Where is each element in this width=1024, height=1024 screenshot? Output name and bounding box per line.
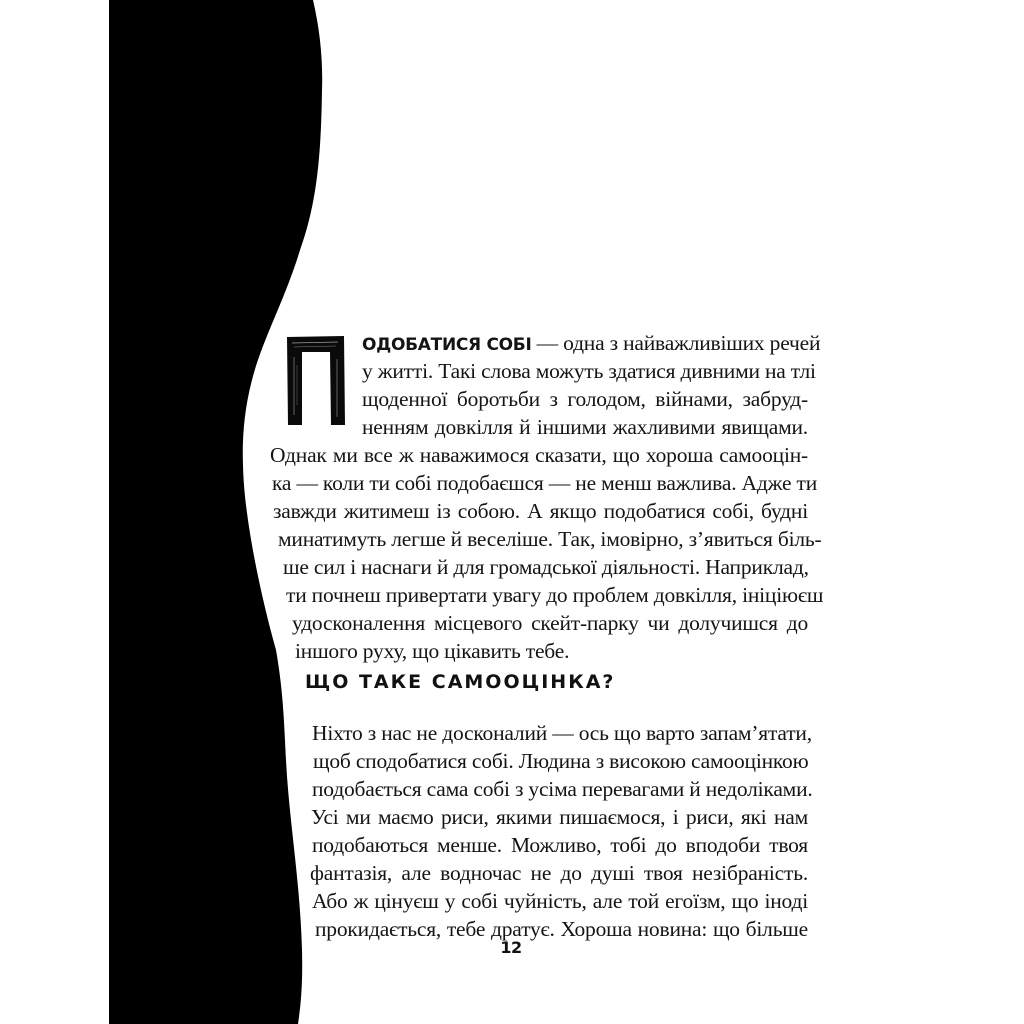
paragraph-line: подобаються менше. Можливо, тобі до вподоби твоя (312, 833, 808, 857)
page-number: 12 (500, 938, 522, 957)
paragraph-line: ненням довкілля й іншими жахливими явищами. (362, 415, 808, 439)
paragraph-line: щоденної боротьби з голодом, війнами, забруд- (362, 387, 808, 411)
paragraph-line: Однак ми все ж наважимося сказати, що хороша самооцін- (270, 443, 808, 467)
paragraph-line: минатимуть легше й веселіше. Так, імовірно, з’явиться біль- (278, 527, 822, 551)
paragraph-line: Ніхто з нас не досконалий — ось що варто запам’ятати, (312, 721, 812, 745)
paragraph-line: фантазія, але водночас не до душі твоя незібраність. (310, 861, 808, 885)
paragraph-line: удосконалення місцевого скейт-парку чи долучишся до (292, 611, 808, 635)
drop-cap-letter (286, 335, 346, 426)
paragraph-line: Усі ми маємо риси, якими пишаємося, і риси, які нам (311, 805, 808, 829)
paragraph-line: прокидається, тебе дратує. Хороша новина: що більше (315, 917, 808, 941)
paragraph-line: Або ж цінуєш у собі чуйність, але той егоїзм, що іноді (312, 889, 808, 913)
paragraph-line: завжди житимеш із собою. А якщо подобатися собі, будні (273, 499, 808, 523)
paragraph-line: іншого руху, що цікавить тебе. (295, 639, 570, 663)
paragraph-line: ка — коли ти собі подобаєшся — не менш важлива. Адже ти (272, 471, 817, 495)
paragraph-line: ОДОБАТИСЯ СОБІ — одна з найважливіших речей (362, 331, 821, 355)
lead-words: ОДОБАТИСЯ СОБІ (362, 335, 532, 355)
paragraph-line: подобається сама собі з усіма перевагами й недоліками. (312, 777, 813, 801)
paragraph-line: ти почнеш привертати увагу до проблем довкілля, ініціюєш (286, 583, 824, 607)
section-heading: ЩО ТАКЕ САМООЦІНКА? (305, 671, 616, 693)
paragraph-line: щоб сподобатися собі. Людина з високою самооцінкою (313, 749, 809, 773)
paragraph-line: ше сил і наснаги й для громадської діяльності. Наприклад, (283, 555, 809, 579)
paragraph-line: у житті. Такі слова можуть здатися дивними на тлі (362, 359, 816, 383)
